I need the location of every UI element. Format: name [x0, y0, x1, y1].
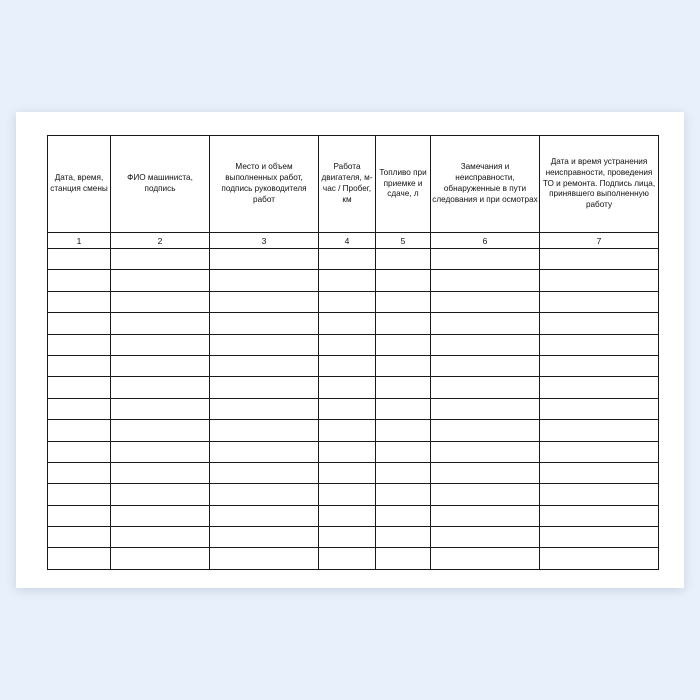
column-header-repair-datetime-signature: Дата и время устранения неисправности, проведения ТО и ремонта. Подпись лица, принявшего выполненную работу: [540, 136, 659, 233]
table-row: [48, 270, 659, 291]
table-cell[interactable]: [319, 313, 376, 334]
table-cell[interactable]: [431, 462, 540, 483]
table-cell[interactable]: [431, 505, 540, 526]
table-body: [48, 249, 659, 570]
table-cell[interactable]: [210, 441, 319, 462]
table-cell[interactable]: [376, 334, 431, 355]
table-cell[interactable]: [319, 249, 376, 270]
column-number-5: 5: [376, 233, 431, 249]
table-cell[interactable]: [111, 334, 210, 355]
table-cell[interactable]: [431, 484, 540, 505]
table-cell[interactable]: [111, 548, 210, 569]
table-cell[interactable]: [319, 548, 376, 569]
column-number-4: 4: [319, 233, 376, 249]
column-number-3: 3: [210, 233, 319, 249]
table-cell[interactable]: [431, 355, 540, 376]
table-cell[interactable]: [48, 441, 111, 462]
table-row: [48, 441, 659, 462]
table-cell[interactable]: [319, 355, 376, 376]
table-cell[interactable]: [431, 291, 540, 312]
table-cell[interactable]: [376, 441, 431, 462]
table-cell[interactable]: [540, 334, 659, 355]
table-cell[interactable]: [540, 249, 659, 270]
table-cell[interactable]: [210, 548, 319, 569]
table-cell[interactable]: [210, 291, 319, 312]
table-cell[interactable]: [431, 249, 540, 270]
table-row: [48, 420, 659, 441]
table-cell[interactable]: [431, 313, 540, 334]
table-cell[interactable]: [48, 420, 111, 441]
table-cell[interactable]: [111, 377, 210, 398]
table-cell[interactable]: [540, 484, 659, 505]
table-cell[interactable]: [111, 270, 210, 291]
table-cell[interactable]: [319, 462, 376, 483]
table-row: [48, 462, 659, 483]
paper-sheet: [16, 112, 684, 588]
table-cell[interactable]: [431, 441, 540, 462]
table-cell[interactable]: [210, 377, 319, 398]
table-cell[interactable]: [431, 398, 540, 419]
table-cell[interactable]: [111, 249, 210, 270]
table-cell[interactable]: [48, 313, 111, 334]
table-cell[interactable]: [48, 527, 111, 548]
table-cell[interactable]: [376, 548, 431, 569]
table-cell[interactable]: [540, 291, 659, 312]
table-cell[interactable]: [48, 249, 111, 270]
table-row: [48, 249, 659, 270]
table-cell[interactable]: [48, 377, 111, 398]
table-header-row: [48, 136, 659, 233]
table-row: [48, 398, 659, 419]
table-cell[interactable]: [376, 398, 431, 419]
table-row: [48, 291, 659, 312]
table-cell[interactable]: [319, 270, 376, 291]
table-cell[interactable]: [111, 420, 210, 441]
table-cell[interactable]: [319, 291, 376, 312]
column-number-7: 7: [540, 233, 659, 249]
table-cell[interactable]: [431, 527, 540, 548]
table-cell[interactable]: [210, 462, 319, 483]
table-cell[interactable]: [111, 505, 210, 526]
table-cell[interactable]: [111, 484, 210, 505]
table-cell[interactable]: [376, 270, 431, 291]
table-cell[interactable]: [376, 291, 431, 312]
table-cell[interactable]: [376, 377, 431, 398]
table-cell[interactable]: [210, 313, 319, 334]
table-cell[interactable]: [540, 355, 659, 376]
table-cell[interactable]: [431, 377, 540, 398]
table-cell[interactable]: [48, 270, 111, 291]
table-cell[interactable]: [540, 462, 659, 483]
table-cell[interactable]: [210, 484, 319, 505]
column-number-row: [48, 233, 659, 249]
table-cell[interactable]: [376, 355, 431, 376]
table-row: [48, 377, 659, 398]
column-header-engine-hours-mileage: Работа двигателя, м-час / Пробег, км: [319, 136, 376, 233]
table-container: [47, 135, 656, 570]
table-cell[interactable]: [376, 462, 431, 483]
table-cell[interactable]: [431, 548, 540, 569]
column-header-faults-noted: Замечания и неисправности, обнаруженные в пути следования и при осмотрах: [431, 136, 540, 233]
table-cell[interactable]: [319, 334, 376, 355]
table-cell[interactable]: [319, 377, 376, 398]
column-header-date-time-station: Дата, время, станция смены: [48, 136, 111, 233]
column-header-machinist-name: ФИО машиниста, подпись: [111, 136, 210, 233]
table-cell[interactable]: [540, 505, 659, 526]
table-cell[interactable]: [48, 548, 111, 569]
table-cell[interactable]: [431, 270, 540, 291]
table-row: [48, 548, 659, 569]
column-number-1: 1: [48, 233, 111, 249]
table-cell[interactable]: [210, 355, 319, 376]
table-cell[interactable]: [319, 398, 376, 419]
column-header-work-place-volume: Место и объем выполненных работ, подпись руководителя работ: [210, 136, 319, 233]
table-row: [48, 313, 659, 334]
table-cell[interactable]: [210, 420, 319, 441]
table-header: [48, 136, 659, 249]
table-cell[interactable]: [210, 249, 319, 270]
table-cell[interactable]: [540, 313, 659, 334]
table-cell[interactable]: [540, 377, 659, 398]
table-row: [48, 355, 659, 376]
table-cell[interactable]: [319, 527, 376, 548]
table-cell[interactable]: [48, 291, 111, 312]
table-cell[interactable]: [111, 398, 210, 419]
table-cell[interactable]: [210, 334, 319, 355]
table-cell[interactable]: [210, 398, 319, 419]
table-row: [48, 527, 659, 548]
table-cell[interactable]: [111, 527, 210, 548]
table-cell[interactable]: [111, 313, 210, 334]
table-row: [48, 334, 659, 355]
machinist-log-table: [47, 135, 659, 570]
table-cell[interactable]: [210, 270, 319, 291]
column-header-fuel: Топливо при приемке и сдаче, л: [376, 136, 431, 233]
table-cell[interactable]: [319, 441, 376, 462]
table-cell[interactable]: [48, 484, 111, 505]
table-cell[interactable]: [376, 420, 431, 441]
table-cell[interactable]: [376, 313, 431, 334]
table-cell[interactable]: [210, 505, 319, 526]
table-cell[interactable]: [319, 420, 376, 441]
table-cell[interactable]: [376, 505, 431, 526]
table-cell[interactable]: [48, 505, 111, 526]
table-cell[interactable]: [431, 334, 540, 355]
table-cell[interactable]: [540, 527, 659, 548]
table-cell[interactable]: [431, 420, 540, 441]
table-cell[interactable]: [48, 355, 111, 376]
table-cell[interactable]: [111, 441, 210, 462]
column-number-2: 2: [111, 233, 210, 249]
table-cell[interactable]: [111, 355, 210, 376]
table-row: [48, 505, 659, 526]
table-cell[interactable]: [540, 270, 659, 291]
table-cell[interactable]: [540, 548, 659, 569]
table-cell[interactable]: [48, 334, 111, 355]
table-cell[interactable]: [210, 527, 319, 548]
table-row: [48, 484, 659, 505]
table-cell[interactable]: [376, 484, 431, 505]
column-number-6: 6: [431, 233, 540, 249]
table-cell[interactable]: [376, 527, 431, 548]
table-cell[interactable]: [48, 462, 111, 483]
table-cell[interactable]: [540, 420, 659, 441]
table-cell[interactable]: [111, 291, 210, 312]
table-cell[interactable]: [319, 484, 376, 505]
table-cell[interactable]: [48, 398, 111, 419]
table-cell[interactable]: [540, 441, 659, 462]
table-cell[interactable]: [376, 249, 431, 270]
table-cell[interactable]: [111, 462, 210, 483]
table-cell[interactable]: [540, 398, 659, 419]
table-cell[interactable]: [319, 505, 376, 526]
